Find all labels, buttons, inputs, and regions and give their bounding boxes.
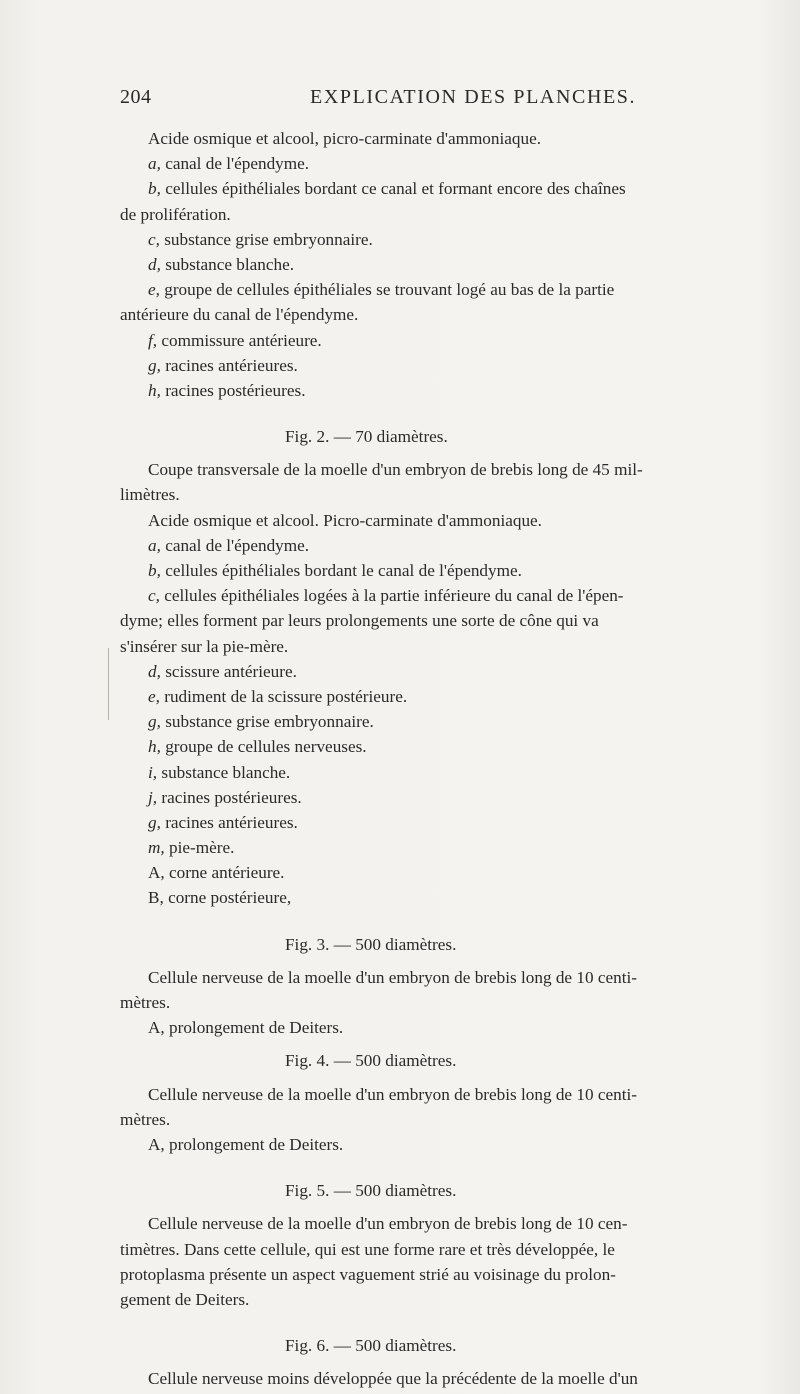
legend-item: g, racines antérieures. [148, 355, 298, 375]
legend-item: m, pie-mère. [148, 838, 235, 858]
fig5-desc: Cellule nerveuse de la moelle d'un embryon de brebis long de 10 cen- [148, 1214, 628, 1234]
legend-item: f, commissure antérieure. [148, 330, 322, 350]
fig3-title: Fig. 3. — 500 diamètres. [285, 934, 457, 954]
running-title: EXPLICATION DES PLANCHES. [310, 86, 637, 108]
legend-item: g, racines antérieures. [148, 812, 298, 832]
fig2-desc: Coupe transversale de la moelle d'un embryon de brebis long de 45 mil- [148, 460, 643, 480]
legend-item: i, substance blanche. [148, 762, 291, 782]
legend-item: A, corne antérieure. [148, 863, 285, 883]
legend-item-cont: dyme; elles forment par leurs prolongements une sorte de cône qui va [120, 611, 599, 631]
page-header [120, 86, 770, 116]
legend-item: b, cellules épithéliales bordant le canal de l'épendyme. [148, 561, 522, 580]
legend-item-cont: antérieure du canal de l'épendyme. [120, 305, 359, 325]
fig3-desc: Cellule nerveuse de la moelle d'un embryon de brebis long de 10 centi- [148, 967, 637, 987]
legend-item: d, scissure antérieure. [148, 661, 297, 681]
fig4-desc-cont: mètres. [120, 1109, 171, 1129]
body-text [120, 126, 780, 1391]
fig5-desc-cont: gement de Deiters. [120, 1289, 250, 1309]
legend-item: h, racines postérieures. [148, 380, 306, 400]
legend-item: g, substance grise embryonnaire. [148, 712, 374, 732]
fig5-title: Fig. 5. — 500 diamètres. [285, 1181, 457, 1201]
fig2-desc-cont: limètres. [120, 485, 180, 505]
fig5-desc-cont: timètres. Dans cette cellule, qui est une forme rare et très développée, le [120, 1239, 615, 1259]
fig4-desc: Cellule nerveuse de la moelle d'un embryon de brebis long de 10 centi- [148, 1084, 637, 1104]
fig2-title: Fig. 2. — 70 diamètres. [285, 427, 448, 447]
fig3-desc-cont: mètres. [120, 993, 171, 1012]
legend-item-cont: s'insérer sur la pie-mère. [120, 636, 289, 656]
fig4-title: Fig. 4. — 500 diamètres. [285, 1051, 457, 1071]
fig6-desc: Cellule nerveuse moins développée que la précédente de la moelle d'un [148, 1369, 638, 1389]
pencil-margin-mark [108, 648, 109, 720]
legend-item: e, groupe de cellules épithéliales se trouvant logé au bas de la partie [148, 280, 615, 300]
legend-item: b, cellules épithéliales bordant ce canal et formant encore des chaînes [148, 179, 626, 199]
intro-lead: Acide osmique et alcool, picro-carminate d'ammoniaque. [148, 129, 542, 148]
legend-item-cont: de prolifération. [120, 204, 231, 224]
fig2-lead: Acide osmique et alcool. Picro-carminate d'ammoniaque. [148, 510, 542, 530]
legend-item: B, corne postérieure, [148, 888, 292, 908]
fig3-item: A, prolongement de Deiters. [148, 1018, 344, 1038]
fig4-item: A, prolongement de Deiters. [148, 1134, 344, 1154]
legend-item: c, cellules épithéliales logées à la partie inférieure du canal de l'épen- [148, 586, 624, 606]
legend-item: d, substance blanche. [148, 254, 295, 274]
legend-item: h, groupe de cellules nerveuses. [148, 737, 367, 757]
page-number: 204 [120, 86, 152, 108]
legend-item: a, canal de l'épendyme. [148, 154, 310, 174]
legend-item: a, canal de l'épendyme. [148, 535, 310, 555]
fig6-title: Fig. 6. — 500 diamètres. [285, 1336, 457, 1356]
legend-item: c, substance grise embryonnaire. [148, 229, 373, 249]
fig5-desc-cont: protoplasma présente un aspect vaguement strié au voisinage du prolon- [120, 1264, 616, 1284]
legend-item: e, rudiment de la scissure postérieure. [148, 686, 408, 706]
legend-item: j, racines postérieures. [148, 787, 302, 807]
